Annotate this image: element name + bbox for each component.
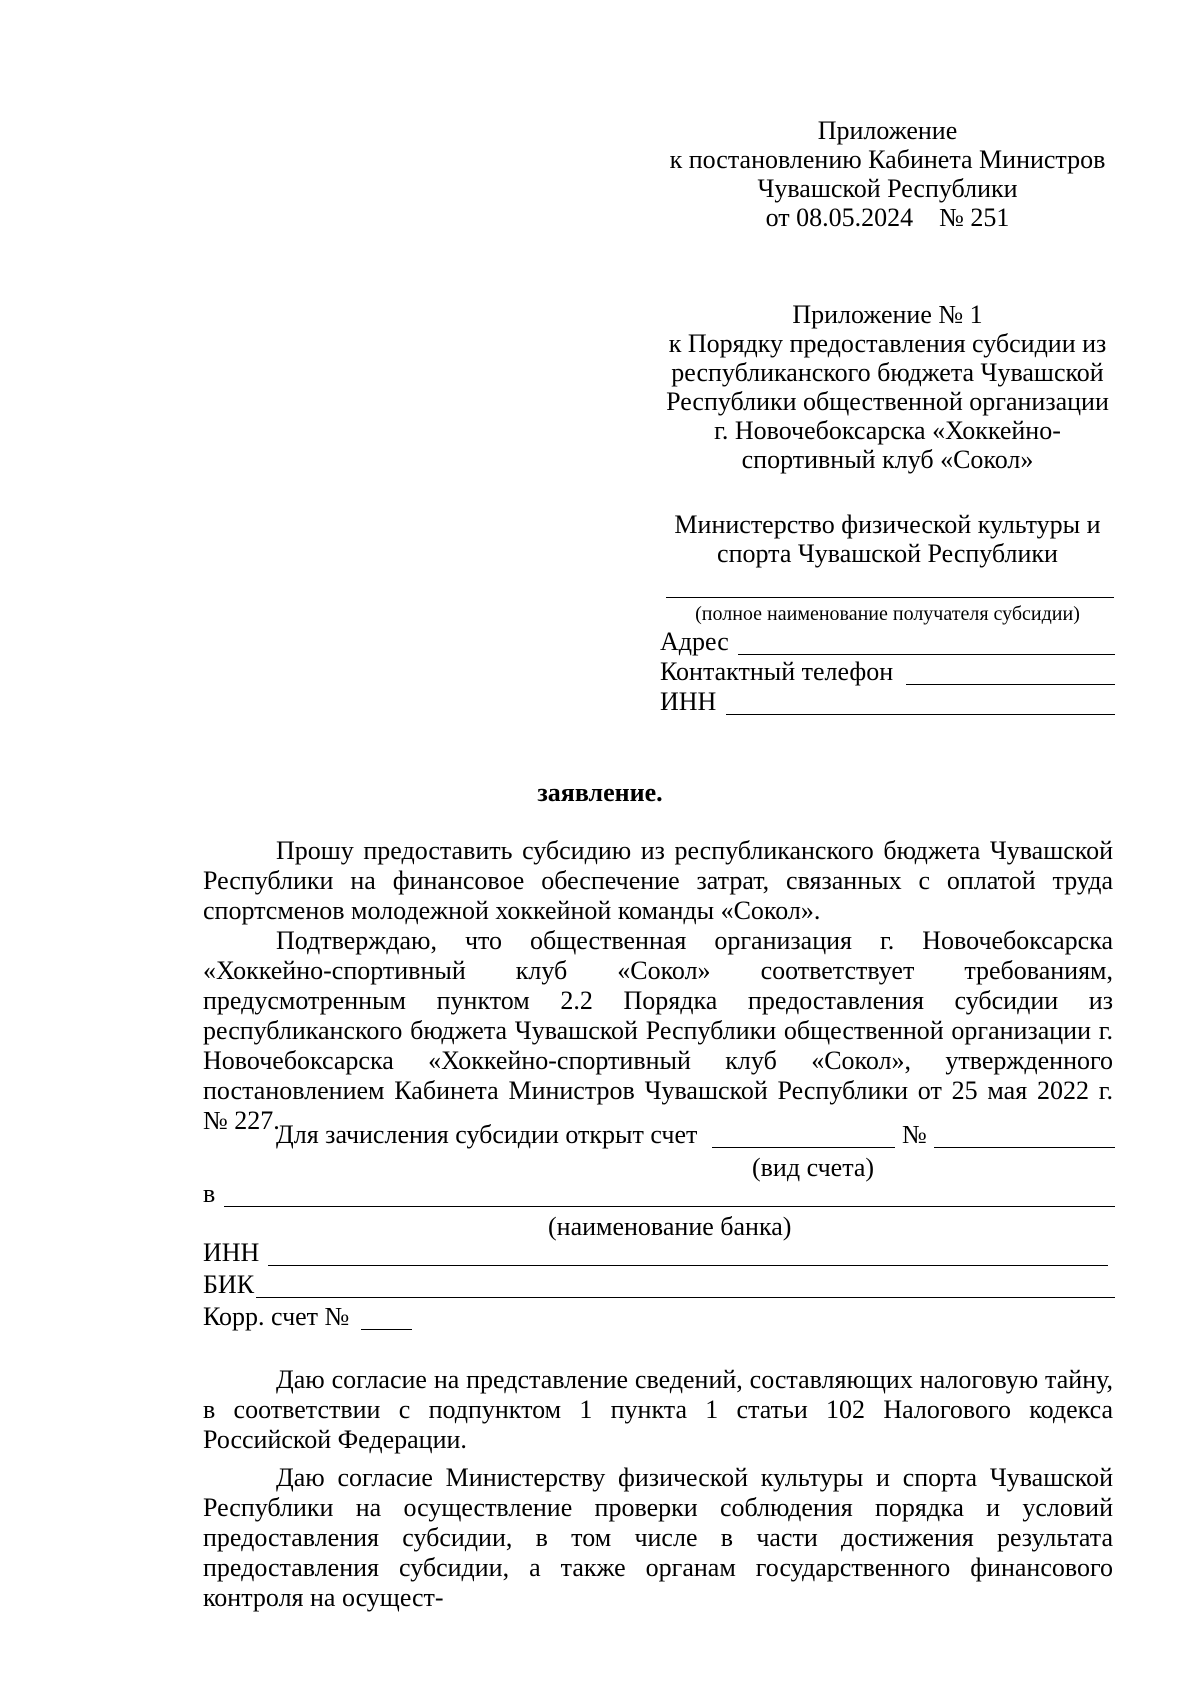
paragraph-tax-consent: Даю согласие на представление сведений, составляющих налоговую тайну, в соответствии с подпунктом 1 пункта 1 статьи 102 Налогового кодекса Российской Федерации. [203,1365,1113,1454]
appendix-line: Республики общественной организации [666,387,1109,416]
appendix-header [660,300,1115,474]
corr-account-field[interactable] [361,1329,412,1330]
paragraph-gap [203,1455,1113,1463]
bank-inn-field[interactable] [268,1265,1108,1266]
appendix-line: спортивный клуб «Сокол» [741,445,1034,474]
account-number-field[interactable] [934,1147,1115,1148]
request-body [203,836,1113,1136]
decree-annex-header [660,116,1115,232]
account-label: Для зачисления субсидии открыт счет [276,1120,698,1149]
corr-account-label: Корр. счет № [203,1302,350,1331]
phone-field[interactable] [906,684,1115,685]
bank-name-field[interactable] [224,1206,1115,1207]
account-type-caption: (вид счета) [752,1153,875,1182]
address-label: Адрес [660,627,729,656]
header-line: Приложение [817,116,958,145]
appendix-line: Приложение № 1 [792,300,983,329]
address-field[interactable] [738,654,1115,655]
account-number-sign: № [902,1120,927,1149]
bik-field[interactable] [256,1297,1115,1298]
paragraph-confirmation: Подтверждаю, что общественная организация г. Новочебоксарска «Хоккейно-спортивный клуб «Сокол» соответствует требованиям, предусмотренным пунктом 2.2 Порядка предоставления субсидии из республиканского бюджета Чувашской Республики общественной организации г. Новочебоксарска «Хоккейно-спортивный клуб «Сокол», утвержденного постановлением Кабинета Министров Чувашской Республики от 25 мая 2022 г. № 227. [203,926,1113,1135]
document-title: заявление. [537,778,663,807]
recipient-caption: (полное наименование получателя субсидии) [695,603,1080,625]
appendix-line: к Порядку предоставления субсидии из [668,329,1107,358]
recipient-inn-field[interactable] [726,714,1115,715]
header-line: от 08.05.2024 № 251 [765,203,1010,232]
appendix-line: республиканского бюджета Чувашской [671,358,1104,387]
account-type-field[interactable] [712,1147,895,1148]
paragraph-inspection-consent: Даю согласие Министерству физической культуры и спорта Чувашской Республики на осуществление проверки соблюдения порядка и условий предоставления субсидии, в том числе в части достижения результата предоставления субсидии, а также органам государственного финансового контроля на осущест- [203,1463,1113,1612]
bik-label: БИК [203,1270,255,1299]
recipient-inn-label: ИНН [660,687,717,716]
appendix-line: г. Новочебоксарска «Хоккейно- [714,416,1061,445]
recipient-name-line[interactable] [666,597,1114,598]
header-line: к постановлению Кабинета Министров [669,145,1106,174]
addressee-line: спорта Чувашской Республики [717,539,1058,568]
phone-label: Контактный телефон [660,657,894,686]
bank-inn-label: ИНН [203,1238,260,1267]
header-line: Чувашской Республики [757,174,1018,203]
addressee-block [660,510,1115,568]
paragraph-request: Прошу предоставить субсидию из республиканского бюджета Чувашской Республики на финансовое обеспечение затрат, связанных с оплатой труда спортсменов молодежной хоккейной команды «Сокол». [203,836,1113,925]
bank-in-label: в [203,1179,216,1208]
addressee-line: Министерство физической культуры и [674,510,1101,539]
bank-name-caption: (наименование банка) [548,1212,792,1241]
consent-body [203,1365,1113,1613]
